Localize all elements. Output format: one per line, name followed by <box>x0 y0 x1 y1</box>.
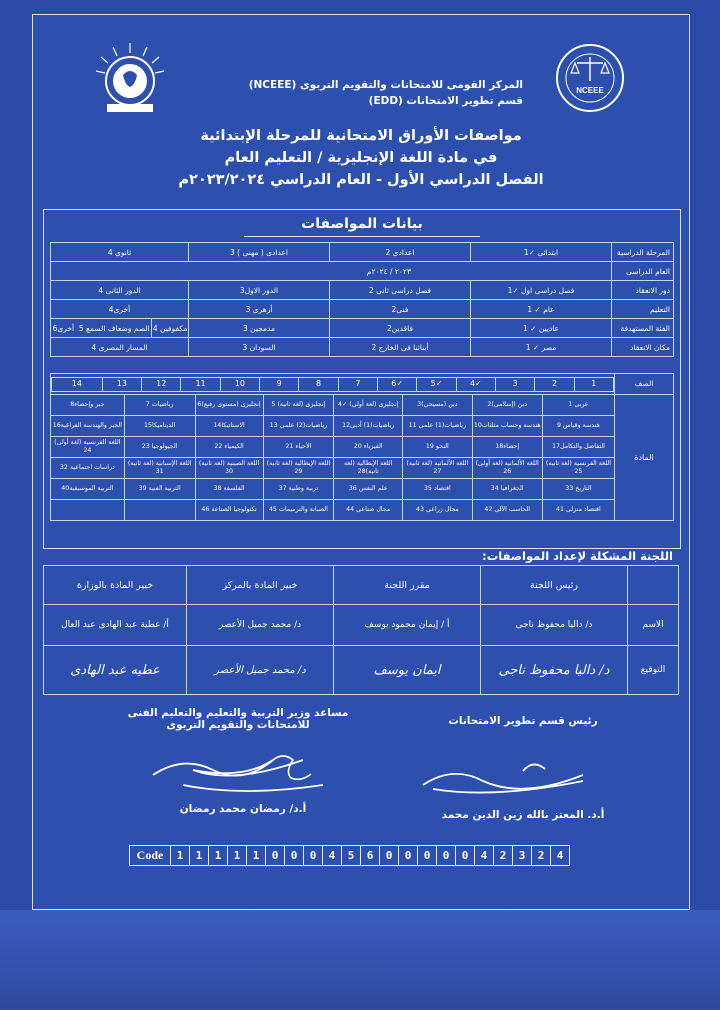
code-digit: 4 <box>323 846 342 866</box>
code-digit: 0 <box>266 846 285 866</box>
grade-cell: 2 <box>535 377 574 391</box>
spec-row-label: المرحلة الدراسية <box>612 243 674 262</box>
grade-cell: 14 <box>52 377 103 391</box>
spec-cell: الدور الثانى 4 <box>51 281 189 300</box>
code-digit: 1 <box>190 846 209 866</box>
spec-row-label: دور الانعقاد <box>612 281 674 300</box>
code-digit: 1 <box>228 846 247 866</box>
subject-cell: اللغة الألمانية (لغة ثانية) 27 <box>403 458 472 479</box>
subject-cell: إنجليزى (مستوى رفيع)6 <box>195 395 263 416</box>
left-approver-title-1: مساعد وزير التربية والتعليم والتعليم الفنى <box>127 707 349 719</box>
spec-row <box>51 300 674 319</box>
spec-row <box>51 319 674 338</box>
code-digit: 2 <box>532 846 551 866</box>
subject-cell: اللغة الألمانية (لغة أولى) 26 <box>472 458 542 479</box>
grade-cell: 13 <box>102 377 141 391</box>
subject-row <box>51 395 674 416</box>
institute-name <box>233 77 523 109</box>
committee-name: د/ داليا محفوظ ناجى <box>481 605 628 646</box>
signature-3: د/ محمد جميل الأعصر <box>187 646 334 695</box>
signature-2: ايمان يوسف <box>334 646 481 695</box>
spec-cell: ابتدائى ✓1 <box>471 243 612 262</box>
code-digit: 0 <box>456 846 475 866</box>
institute-line-2: قسم تطوير الامتحانات (EDD) <box>368 95 523 107</box>
document-header <box>33 29 689 124</box>
subject-cell: دين (إسلامى)2 <box>472 395 542 416</box>
document-page <box>32 14 690 910</box>
subject-cell: علم النفس 36 <box>334 479 403 500</box>
spec-cell: ثانوى 4 <box>51 243 189 262</box>
code-digit: 0 <box>380 846 399 866</box>
committee-header-row <box>44 566 679 605</box>
committee-name: أ/ عطية عبد الهادى عبد العال <box>44 605 187 646</box>
spec-cell: ٢٠٢٣ / ٢٠٢٤م <box>51 262 612 281</box>
signature-4: عطيه عبد الهادى <box>44 646 187 695</box>
spec-cell: اعدادى 2 <box>330 243 471 262</box>
subject-cell: رياضيات(1) أدبى12 <box>334 416 403 437</box>
spec-cell: عاديين ✓ 1 <box>471 319 612 338</box>
subject-cell: عربى 1 <box>542 395 614 416</box>
spec-cell: مصر ✓ 1 <box>471 338 612 357</box>
spec-row <box>51 262 674 281</box>
committee-header: خبير المادة بالوزارة <box>44 566 187 605</box>
code-digit: 0 <box>399 846 418 866</box>
committee-header: مقرر اللجنة <box>334 566 481 605</box>
ministry-logo-icon <box>93 41 167 115</box>
grades-cell <box>51 374 615 395</box>
subject-cell: اللغة الإيطالية (لغة ثانية) 29 <box>263 458 334 479</box>
grade-cell: 9 <box>260 377 299 391</box>
spec-heading: بيانات المواصفات <box>244 216 480 237</box>
spec-cell: مكفوفين 4 <box>152 319 189 338</box>
spec-cell: فنى2 <box>330 300 471 319</box>
committee-names-row <box>44 605 679 646</box>
code-table <box>129 845 570 866</box>
code-digit: 0 <box>304 846 323 866</box>
subject-cell: مجال زراعى 43 <box>403 500 472 521</box>
signature-1: د/ داليا محفوظ ناجى <box>481 646 628 695</box>
subject-cell: هندسة وقياس 9 <box>542 416 614 437</box>
subject-row <box>51 416 674 437</box>
document-title <box>33 125 689 191</box>
subject-cell: الجبر والهندسة الفراغية16 <box>51 416 125 437</box>
subject-cell: رياضيات 7 <box>124 395 195 416</box>
approvals-area <box>33 707 689 835</box>
subject-row <box>51 458 674 479</box>
subject-cell: رياضيات(1) علمى 11 <box>403 416 472 437</box>
subject-label: المادة <box>615 395 674 521</box>
subject-cell: التفاضل والتكامل17 <box>542 437 614 458</box>
title-line-3: الفصل الدراسي الأول - العام الدراسي ٢٠٢٣/٢٠٢٤م <box>178 172 544 188</box>
grade-cell: 8 <box>299 377 338 391</box>
subject-cell: دين (مسيحى)3 <box>403 395 472 416</box>
code-digit: 1 <box>247 846 266 866</box>
subject-cell: اقتصاد 35 <box>403 479 472 500</box>
code-digit: 0 <box>285 846 304 866</box>
spec-row <box>51 281 674 300</box>
subjects-table <box>50 373 674 521</box>
spec-cell: فاقدين2 <box>330 319 471 338</box>
code-digit: 4 <box>551 846 570 866</box>
right-approver-title: رئيس قسم تطوير الامتحانات <box>448 715 598 727</box>
subject-cell: الأحياء 21 <box>263 437 334 458</box>
code-digit: 1 <box>209 846 228 866</box>
subject-cell: هندسة وحساب مثلثات10 <box>472 416 542 437</box>
logo-right-text: NCEEE <box>576 86 604 95</box>
spec-cell: فصل دراسى اول ✓1 <box>471 281 612 300</box>
subject-cell <box>124 500 195 521</box>
nceee-logo-icon <box>553 41 627 115</box>
spec-row <box>51 338 674 357</box>
committee-header: رئيس اللجنة <box>481 566 628 605</box>
subject-cell: التاريخ 33 <box>542 479 614 500</box>
grades-row <box>51 374 674 395</box>
grade-cell: 12 <box>142 377 181 391</box>
subject-cell: اللغة الإيطالية (لغة ثانية)28 <box>334 458 403 479</box>
spec-cell: أزهرى 3 <box>189 300 330 319</box>
grade-label: الصف <box>615 374 674 395</box>
title-line-1: مواصفات الأوراق الامتحانية للمرحلة الإبتدائية <box>200 128 522 144</box>
left-approver-title <box>103 707 373 731</box>
subject-cell: اللغة الفرنسية (لغة ثانية) 25 <box>542 458 614 479</box>
code-digit: 2 <box>494 846 513 866</box>
spec-cell: أبنائنا فى الخارج 2 <box>330 338 471 357</box>
grade-cell: 7 <box>338 377 377 391</box>
spec-cell: فصل دراسى ثانى 2 <box>330 281 471 300</box>
grade-cell: 10 <box>220 377 259 391</box>
subject-cell: جبر وإحصاء8 <box>51 395 125 416</box>
subject-cell <box>51 500 125 521</box>
subject-cell: الكيمياء 22 <box>195 437 263 458</box>
subject-cell: الحاسب الآلى 42 <box>472 500 542 521</box>
committee-name-label: الاسم <box>628 605 679 646</box>
spec-cell: مدمجين 3 <box>189 319 330 338</box>
spec-cell: أخرى4 <box>51 300 189 319</box>
spec-cell: المسار المصرى 4 <box>51 338 189 357</box>
subject-cell: التربية الفنية 39 <box>124 479 195 500</box>
spec-row-label: مكان الانعقاد <box>612 338 674 357</box>
subject-cell: الديناميكا15 <box>124 416 195 437</box>
subject-cell: إنجليزى (لغة ثانية) 5 <box>263 395 334 416</box>
subject-row <box>51 479 674 500</box>
subject-cell: دراسات اجتماعية 32 <box>51 458 125 479</box>
spec-table <box>50 242 674 357</box>
grade-cell: ✓5 <box>417 377 456 391</box>
subject-cell: اللغة الإسبانية (لغة ثانية) 31 <box>124 458 195 479</box>
left-approver-name: أ.د/ رمضان محمد رمضان <box>179 803 307 815</box>
spec-cell: الدور الاول3 <box>189 281 330 300</box>
subject-cell: الفيزياء 20 <box>334 437 403 458</box>
background-strip <box>0 910 720 1010</box>
subject-cell: التربية الموسيقية40 <box>51 479 125 500</box>
grade-cell: 11 <box>181 377 220 391</box>
subject-cell: الفلسفة 38 <box>195 479 263 500</box>
committee-title: اللجنة المشكلة لإعداد المواصفات: <box>482 549 673 563</box>
spec-cell-part: أخرى6 <box>52 323 75 333</box>
title-line-2: في مادة اللغة الإنجليزية / التعليم العام <box>224 150 498 166</box>
specification-box <box>43 209 681 549</box>
subject-cell: إحصاء18 <box>472 437 542 458</box>
spec-cell-part: الصم وضعاف السمع 5 <box>78 323 150 333</box>
spec-row-label: العام الدراسى <box>612 262 674 281</box>
subject-cell: الجغرافيا 34 <box>472 479 542 500</box>
code-digit: 0 <box>437 846 456 866</box>
spec-cell <box>51 319 152 338</box>
code-digit: 3 <box>513 846 532 866</box>
grade-cell: ✓6 <box>378 377 417 391</box>
committee-name: د/ محمد جميل الأعصر <box>187 605 334 646</box>
subject-cell: تكنولوجيا الصناعة 46 <box>195 500 263 521</box>
committee-table <box>43 565 679 695</box>
subject-cell: اللغة الصينية (لغة ثانية) 30 <box>195 458 263 479</box>
committee-corner <box>628 566 679 605</box>
right-approver-signature <box>413 751 593 801</box>
left-approver-signature <box>143 745 343 801</box>
spec-row <box>51 243 674 262</box>
subject-cell: اقتصاد منزلى 41 <box>542 500 614 521</box>
spec-cell: السودان 3 <box>189 338 330 357</box>
subject-cell: الاستاتيكا14 <box>195 416 263 437</box>
subject-cell: رياضيات(2) علمى 13 <box>263 416 334 437</box>
subject-row <box>51 437 674 458</box>
grade-cell: 3 <box>496 377 535 391</box>
code-digit: 5 <box>342 846 361 866</box>
subject-cell: تربية وطنية 37 <box>263 479 334 500</box>
code-digit: 1 <box>171 846 190 866</box>
committee-sign-label: التوقيع <box>628 646 679 695</box>
spec-cell: اعدادى ( مهنى ) 3 <box>189 243 330 262</box>
grade-cell: 1 <box>574 377 613 391</box>
code-digit: 6 <box>361 846 380 866</box>
subject-cell: إنجليزى (لغة أولى) ✓4 <box>334 395 403 416</box>
code-label: Code <box>130 846 171 866</box>
code-digit: 4 <box>475 846 494 866</box>
subject-row <box>51 500 674 521</box>
code-row <box>130 846 570 866</box>
spec-row-label: التعليم <box>612 300 674 319</box>
code-digit: 0 <box>418 846 437 866</box>
committee-name: أ / إيمان محمود يوسف <box>334 605 481 646</box>
subject-cell: النحو 19 <box>403 437 472 458</box>
left-approver-title-2: للامتحانات والتقويم التربوى <box>166 719 310 731</box>
grade-cell: ✓4 <box>456 377 495 391</box>
subject-cell: الصيانة والترميمات 45 <box>263 500 334 521</box>
subject-cell: اللغة الفرنسية (لغة أولى) 24 <box>51 437 125 458</box>
subject-cell: الجيولوجيا 23 <box>124 437 195 458</box>
institute-line-1: المركز القومى للامتحانات والتقويم التربوى (NCEEE) <box>248 79 523 91</box>
spec-row-label: الفئة المستهدفة <box>612 319 674 338</box>
committee-sign-row <box>44 646 679 695</box>
right-approver-name: أ.د. المعتز بالله زين الدين محمد <box>441 809 605 821</box>
committee-header: خبير المادة بالمركز <box>187 566 334 605</box>
subject-cell: مجال صناعى 44 <box>334 500 403 521</box>
spec-cell: عام ✓ 1 <box>471 300 612 319</box>
